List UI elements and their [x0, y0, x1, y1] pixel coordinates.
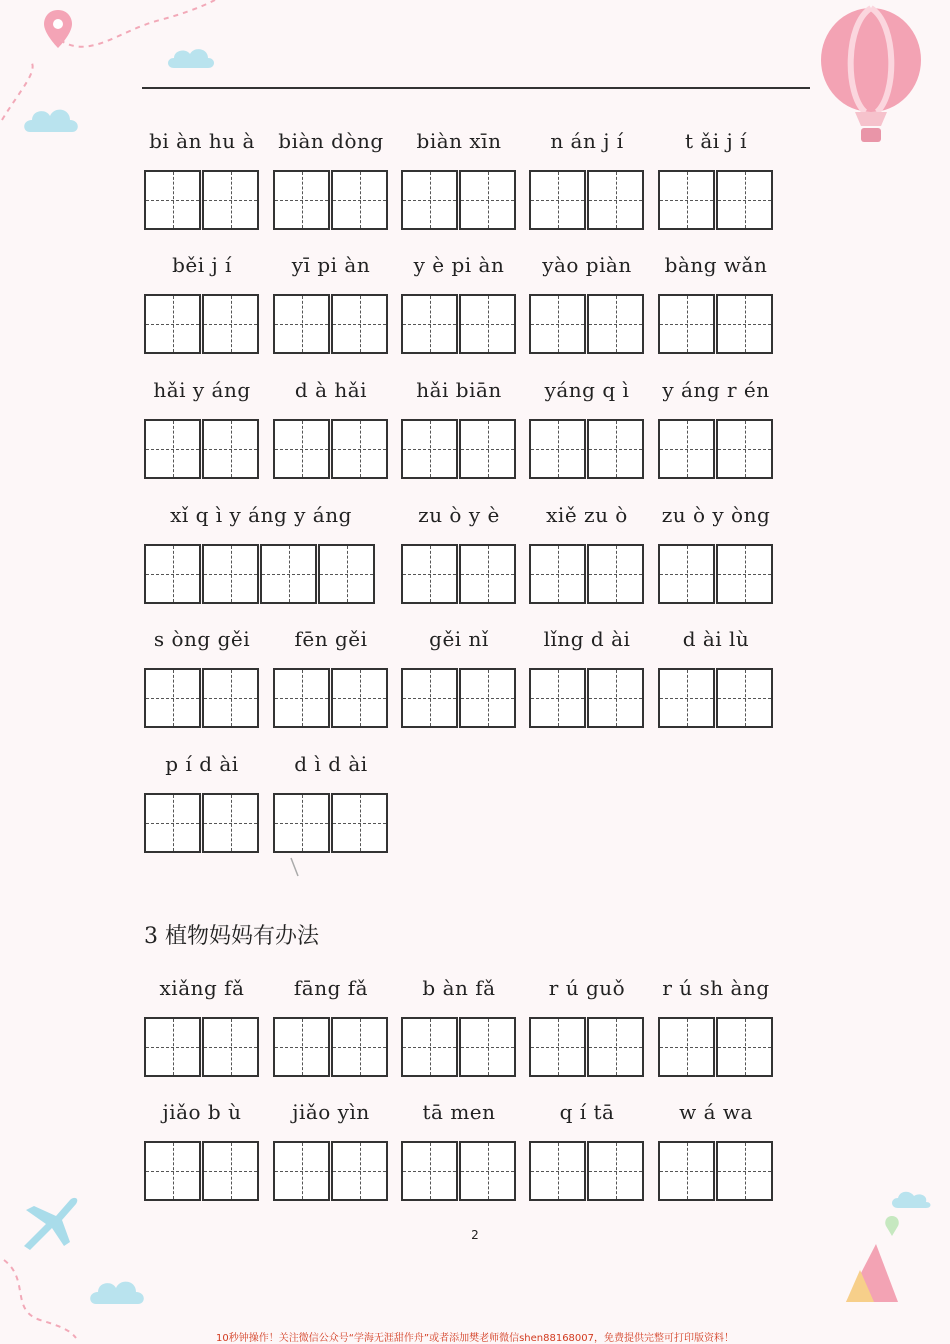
writing-cell[interactable] — [401, 419, 458, 479]
pinyin-label: yào piàn — [542, 253, 632, 277]
writing-cell[interactable] — [273, 793, 330, 853]
writing-cell[interactable] — [144, 544, 201, 604]
writing-cell[interactable] — [716, 1141, 773, 1201]
writing-cell[interactable] — [658, 668, 715, 728]
writing-cell[interactable] — [273, 1017, 330, 1077]
pinyin-label: yáng q ì — [544, 378, 630, 402]
writing-cell[interactable] — [529, 544, 586, 604]
writing-cell[interactable] — [529, 294, 586, 354]
pinyin-label: xiě zu ò — [546, 503, 628, 527]
writing-cell[interactable] — [658, 294, 715, 354]
pinyin-label: tā men — [422, 1100, 496, 1124]
airplane-icon — [16, 1190, 82, 1254]
writing-cell[interactable] — [401, 544, 458, 604]
writing-cell[interactable] — [459, 1141, 516, 1201]
writing-cell[interactable] — [144, 419, 201, 479]
writing-cell[interactable] — [529, 1017, 586, 1077]
writing-cell[interactable] — [587, 419, 644, 479]
writing-cell[interactable] — [401, 170, 458, 230]
writing-cell[interactable] — [658, 544, 715, 604]
writing-cell[interactable] — [716, 170, 773, 230]
pinyin-label: y áng r én — [662, 378, 770, 402]
writing-cell[interactable] — [144, 1017, 201, 1077]
pinyin-label: s òng gěi — [153, 627, 251, 651]
cloud-icon — [88, 1278, 152, 1308]
pinyin-label: fāng fǎ — [293, 976, 369, 1000]
writing-cell[interactable] — [331, 170, 388, 230]
header-rule — [142, 87, 810, 89]
dashed-path-decoration — [0, 1250, 80, 1340]
pinyin-label: n án j í — [550, 129, 624, 153]
pinyin-label: jiǎo yìn — [292, 1100, 370, 1124]
writing-cell[interactable] — [587, 668, 644, 728]
pinyin-label: běi j í — [172, 253, 232, 277]
writing-cell[interactable] — [273, 294, 330, 354]
writing-cell[interactable] — [716, 668, 773, 728]
hot-air-balloon-icon — [815, 4, 927, 150]
writing-cell[interactable] — [529, 419, 586, 479]
pinyin-label: zu ò y è — [418, 503, 500, 527]
pinyin-label: hǎi y áng — [153, 378, 251, 402]
writing-cell[interactable] — [658, 1141, 715, 1201]
pencil-mark — [288, 856, 302, 878]
writing-cell[interactable] — [318, 544, 375, 604]
writing-cell[interactable] — [202, 419, 259, 479]
pinyin-label: t ǎi j í — [684, 129, 748, 153]
writing-cell[interactable] — [716, 419, 773, 479]
writing-cell[interactable] — [273, 419, 330, 479]
writing-cell[interactable] — [459, 544, 516, 604]
pinyin-label: zu ò y òng — [661, 503, 771, 527]
writing-cell[interactable] — [401, 668, 458, 728]
writing-cell[interactable] — [331, 1017, 388, 1077]
pinyin-label: d à hǎi — [294, 378, 368, 402]
writing-cell[interactable] — [144, 170, 201, 230]
writing-cell[interactable] — [529, 1141, 586, 1201]
footer-notice: 10秒钟操作！关注微信公众号“学海无涯甜作舟”或者添加樊老师微信shen88168007，免费提供完整可打印版资料！ — [215, 1333, 735, 1344]
pinyin-label: xiǎng fǎ — [159, 976, 245, 1000]
writing-cell[interactable] — [144, 1141, 201, 1201]
writing-cell[interactable] — [459, 294, 516, 354]
writing-cell[interactable] — [658, 1017, 715, 1077]
section-title: 3 植物妈妈有办法 — [144, 924, 319, 949]
pinyin-label: biàn dòng — [278, 129, 384, 153]
writing-cell[interactable] — [716, 294, 773, 354]
pinyin-label: b àn fǎ — [422, 976, 496, 1000]
writing-cell[interactable] — [144, 793, 201, 853]
writing-cell[interactable] — [331, 294, 388, 354]
writing-cell[interactable] — [459, 170, 516, 230]
writing-cell[interactable] — [331, 793, 388, 853]
pinyin-label: q í tā — [559, 1100, 615, 1124]
writing-cell[interactable] — [529, 170, 586, 230]
writing-cell[interactable] — [331, 668, 388, 728]
cloud-icon — [166, 44, 218, 72]
writing-cell[interactable] — [331, 419, 388, 479]
pinyin-label: gěi nǐ — [429, 627, 489, 651]
writing-cell[interactable] — [587, 544, 644, 604]
pinyin-label: fēn gěi — [294, 627, 368, 651]
pinyin-label: y è pi àn — [413, 253, 505, 277]
writing-cell[interactable] — [587, 1141, 644, 1201]
pinyin-label: jiǎo b ù — [162, 1100, 242, 1124]
cloud-icon — [22, 104, 86, 136]
pinyin-label: lǐng d ài — [543, 627, 631, 651]
writing-cell[interactable] — [587, 170, 644, 230]
writing-cell[interactable] — [202, 793, 259, 853]
writing-cell[interactable] — [144, 668, 201, 728]
writing-cell[interactable] — [658, 419, 715, 479]
writing-cell[interactable] — [401, 294, 458, 354]
pinyin-label: hǎi biān — [416, 378, 502, 402]
writing-cell[interactable] — [459, 1017, 516, 1077]
writing-cell[interactable] — [202, 1017, 259, 1077]
writing-cell[interactable] — [658, 170, 715, 230]
writing-cell[interactable] — [459, 419, 516, 479]
sailboat-icon — [840, 1240, 900, 1306]
page-number: 2 — [471, 1228, 479, 1242]
writing-cell[interactable] — [459, 668, 516, 728]
pinyin-label: bàng wǎn — [664, 253, 768, 277]
writing-cell[interactable] — [202, 294, 259, 354]
writing-cell[interactable] — [260, 544, 317, 604]
writing-cell[interactable] — [716, 1017, 773, 1077]
writing-cell[interactable] — [144, 294, 201, 354]
pinyin-label: r ú guǒ — [548, 976, 626, 1000]
pinyin-label: biàn xīn — [416, 129, 502, 153]
pinyin-label: xǐ q ì y áng y áng — [170, 503, 352, 527]
pinyin-label: r ú sh àng — [662, 976, 770, 1000]
writing-cell[interactable] — [716, 544, 773, 604]
writing-cell[interactable] — [273, 1141, 330, 1201]
writing-cell[interactable] — [401, 1017, 458, 1077]
writing-cell[interactable] — [273, 668, 330, 728]
writing-cell[interactable] — [202, 1141, 259, 1201]
writing-cell[interactable] — [529, 668, 586, 728]
writing-cell[interactable] — [587, 294, 644, 354]
pinyin-label: d ì d ài — [294, 752, 368, 776]
pinyin-label: p í d ài — [165, 752, 239, 776]
writing-cell[interactable] — [401, 1141, 458, 1201]
writing-cell[interactable] — [202, 668, 259, 728]
pinyin-label: yī pi àn — [291, 253, 371, 277]
writing-cell[interactable] — [331, 1141, 388, 1201]
pinyin-label: d ài lù — [682, 627, 750, 651]
pinyin-label: w á wa — [679, 1100, 753, 1124]
writing-cell[interactable] — [202, 170, 259, 230]
writing-cell[interactable] — [273, 170, 330, 230]
pinyin-label: bi àn hu à — [149, 129, 255, 153]
writing-cell[interactable] — [587, 1017, 644, 1077]
writing-cell[interactable] — [202, 544, 259, 604]
